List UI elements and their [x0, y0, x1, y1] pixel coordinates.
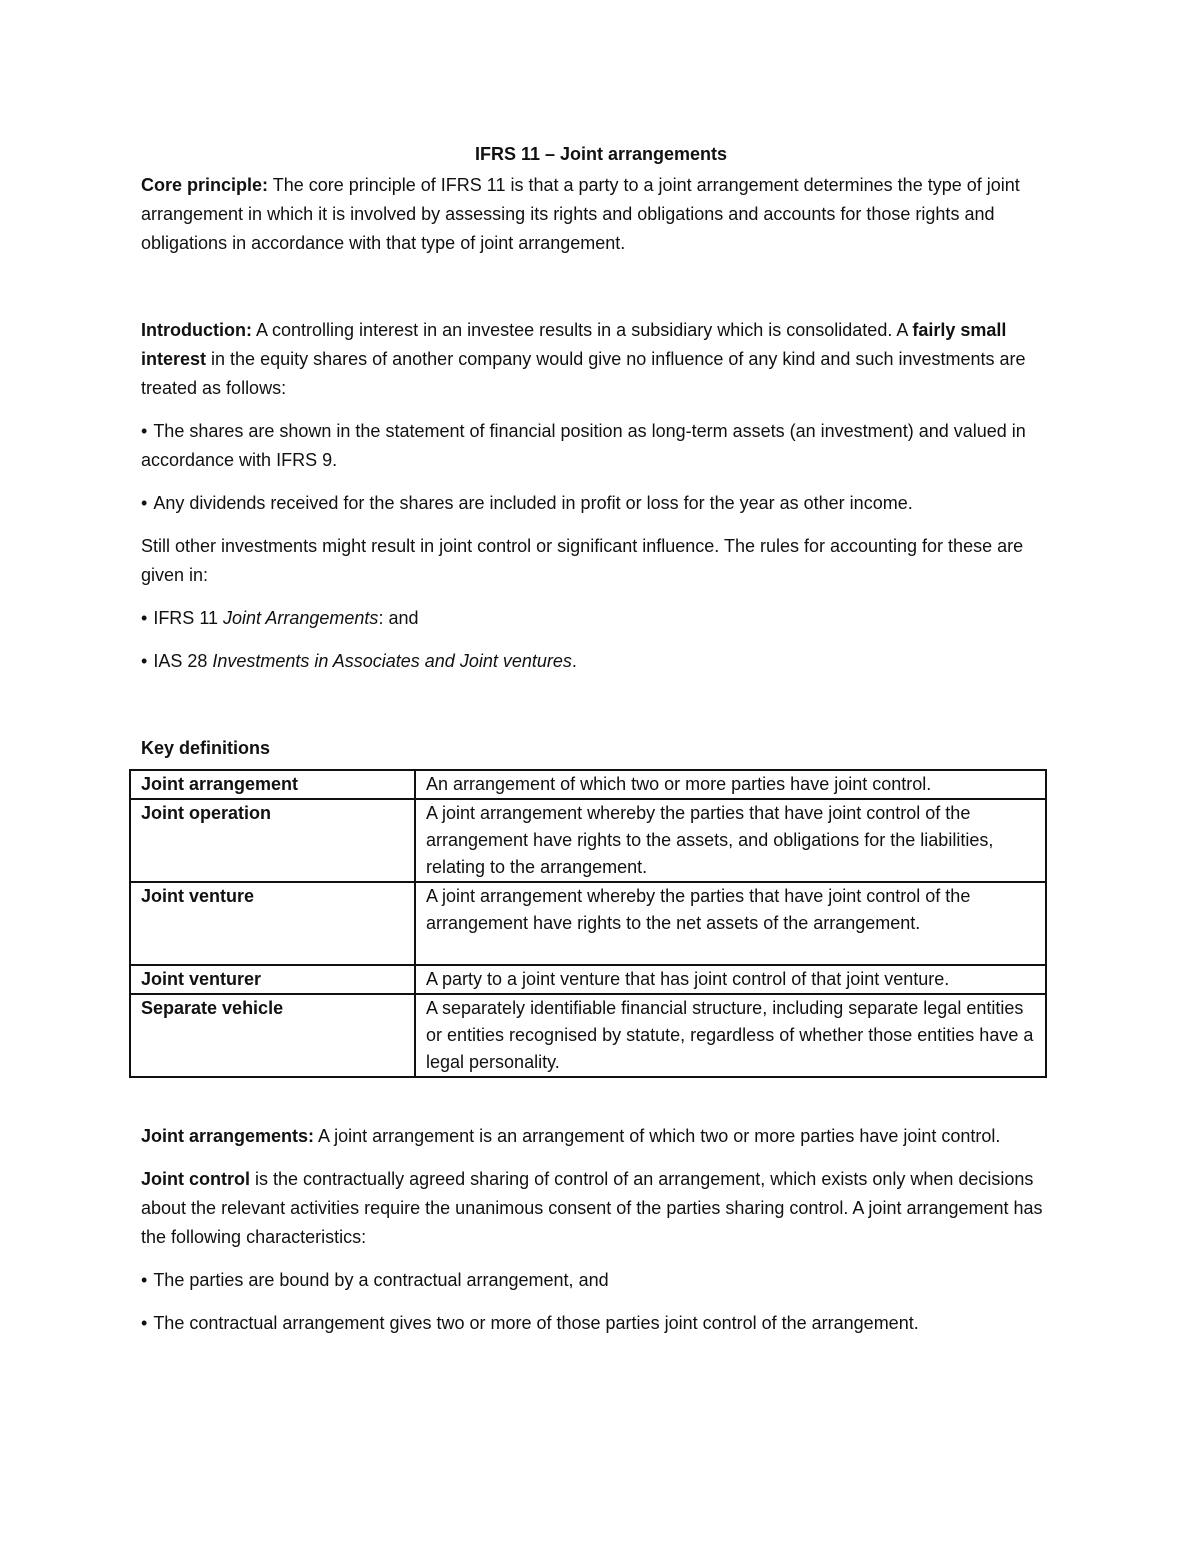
joint-arrangements-label: Joint arrangements:	[141, 1126, 315, 1146]
core-principle-text: The core principle of IFRS 11 is that a party to a joint arrangement determines the type of joint arrangement in which it is involved by assessing its rights and obligations and accounts for those rights and obligations in accordance with that type of joint arrangement.	[141, 175, 1020, 253]
standard-suffix: .	[571, 651, 577, 671]
key-definitions-heading: Key definitions	[141, 738, 271, 758]
standard-prefix: IAS 28	[153, 651, 213, 671]
introduction-text-2: in the equity shares of another company would give no influence of any kind and such investments are treated as follows:	[141, 349, 1026, 398]
key-definitions-table	[129, 769, 1047, 1078]
definition-text: A separately identifiable financial structure, including separate legal entities or entities recognised by statute, regardless of whether those entities have a legal personality.	[415, 994, 1046, 1077]
joint-arrangements-paragraph	[141, 1122, 1061, 1151]
introduction-label: Introduction:	[141, 320, 252, 340]
core-principle-paragraph	[141, 171, 1061, 258]
standard-suffix: : and	[378, 608, 419, 628]
joint-arrangements-text: A joint arrangement is an arrangement of which two or more parties have joint control.	[314, 1126, 1001, 1146]
joint-control-paragraph	[141, 1165, 1061, 1252]
spacer	[141, 690, 1061, 734]
standard-item-ias-28	[141, 647, 1061, 676]
introduction-bullet-2: • Any dividends received for the shares are included in profit or loss for the year as other income.	[141, 489, 1061, 518]
definition-text: A party to a joint venture that has joint control of that joint venture.	[415, 965, 1046, 994]
table-row	[130, 770, 1046, 799]
definition-term: Separate vehicle	[130, 994, 415, 1077]
definition-term: Joint venturer	[130, 965, 415, 994]
definition-text: A joint arrangement whereby the parties that have joint control of the arrangement have rights to the assets, and obligations for the liabilities, relating to the arrangement.	[415, 799, 1046, 882]
joint-control-text: is the contractually agreed sharing of control of an arrangement, which exists only when decisions about the relevant activities require the unanimous consent of the parties sharing control. A joint arrangement has the following characteristics:	[141, 1169, 1043, 1247]
definition-text: An arrangement of which two or more parties have joint control.	[415, 770, 1046, 799]
introduction-bold-phrase: fairly small interest	[141, 320, 1007, 369]
table-row	[130, 799, 1046, 882]
table-row	[130, 882, 1046, 965]
joint-control-bullet-1: • The parties are bound by a contractual arrangement, and	[141, 1266, 1061, 1295]
joint-control-bullet-2: • The contractual arrangement gives two or more of those parties joint control of the arrangement.	[141, 1309, 1061, 1338]
standard-prefix: IFRS 11	[153, 608, 224, 628]
core-principle-label: Core principle:	[141, 175, 269, 195]
table-row	[130, 965, 1046, 994]
document-title: IFRS 11 – Joint arrangements	[474, 144, 728, 164]
definition-term: Joint operation	[130, 799, 415, 882]
introduction-text-1: A controlling interest in an investee results in a subsidiary which is consolidated. A	[251, 320, 913, 340]
table-row	[130, 994, 1046, 1077]
definition-term: Joint venture	[130, 882, 415, 965]
standard-name: Investments in Associates and Joint ventures	[212, 651, 572, 671]
document-page	[141, 140, 1061, 1352]
introduction-bullet-1: • The shares are shown in the statement of financial position as long-term assets (an investment) and valued in accordance with IFRS 9.	[141, 417, 1061, 475]
standard-name: Joint Arrangements	[223, 608, 379, 628]
spacer	[141, 272, 1061, 316]
joint-control-label: Joint control	[141, 1169, 250, 1189]
still-other-paragraph: Still other investments might result in joint control or significant influence. The rules for accounting for these are given in:	[141, 536, 1024, 585]
introduction-paragraph	[141, 316, 1061, 403]
definition-term: Joint arrangement	[130, 770, 415, 799]
standard-item-ifrs-11	[141, 604, 1061, 633]
definition-text: A joint arrangement whereby the parties that have joint control of the arrangement have rights to the net assets of the arrangement.	[415, 882, 1046, 965]
